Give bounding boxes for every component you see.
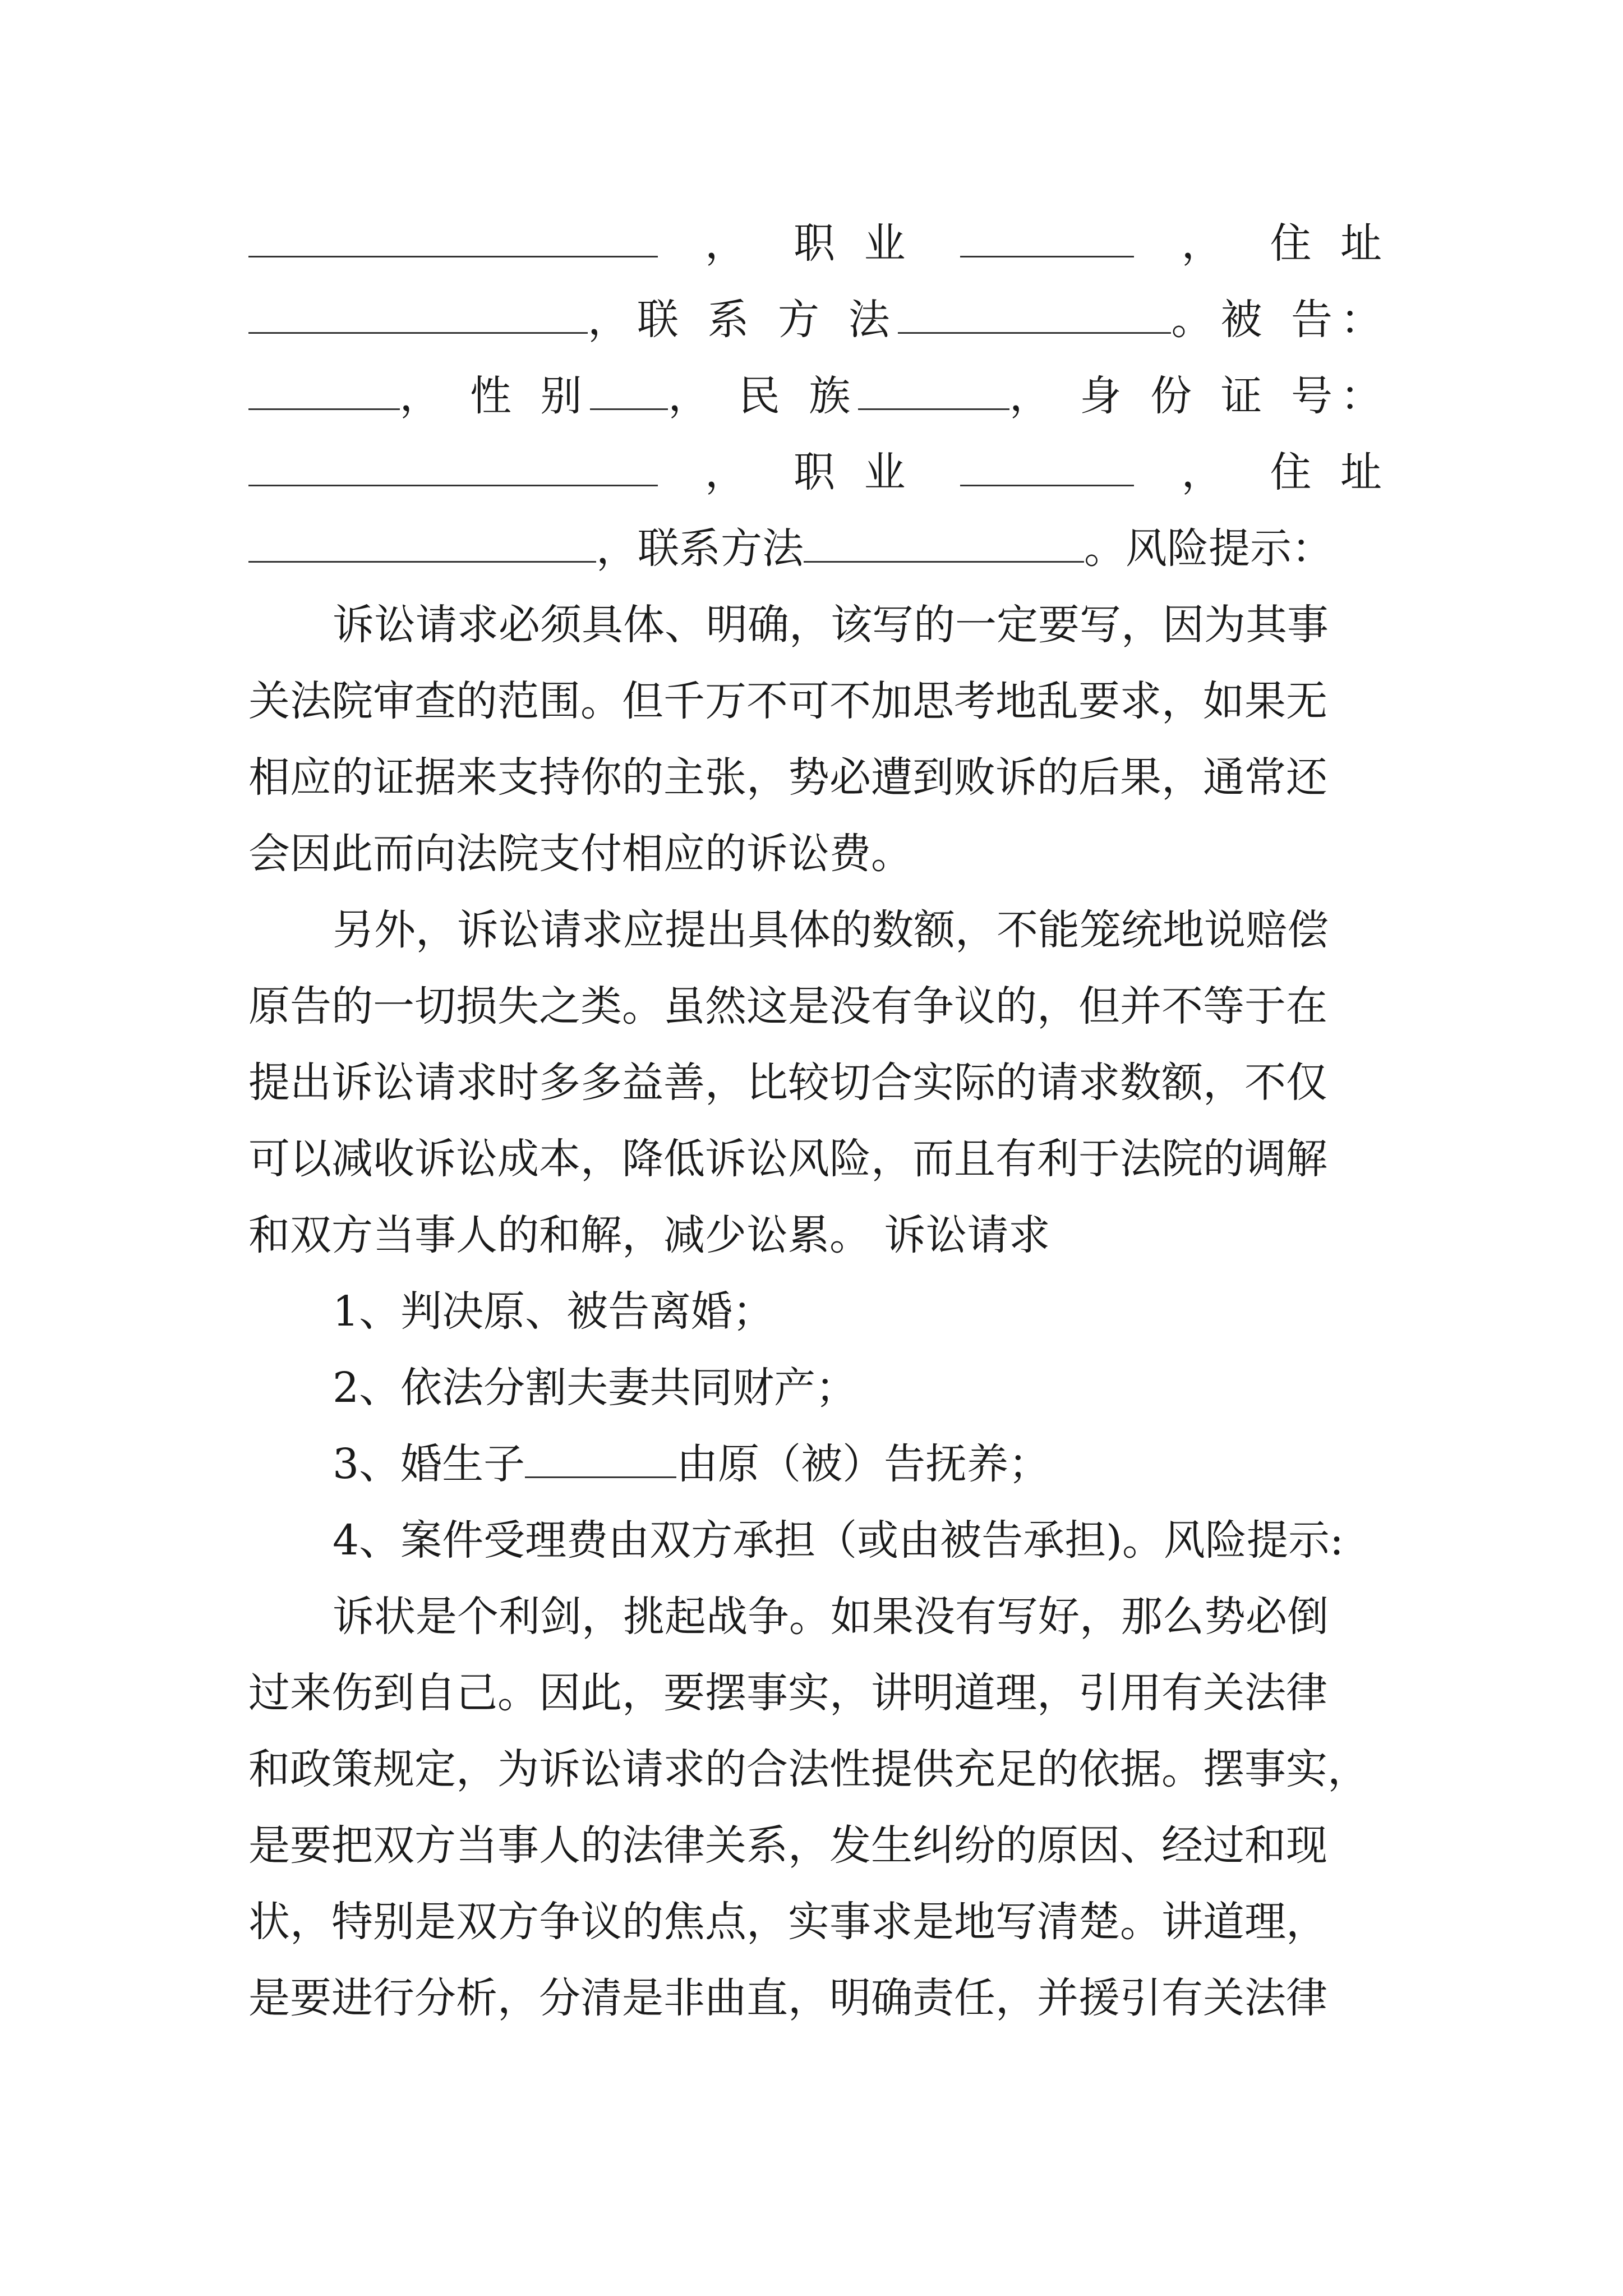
claim-item: 2、依法分割夫妻共同财产；: [333, 1364, 857, 1412]
form-label-contact: ，联系方法: [596, 524, 804, 573]
claim-item: 4、案件受理费由双方承担（或由被告承担)。风险提示:: [333, 1516, 1344, 1565]
form-text: ，: [1181, 448, 1223, 496]
form-label-risk: 。风险提示：: [1084, 524, 1333, 573]
form-label-address: 住 址: [1270, 448, 1390, 496]
blank-field[interactable]: [248, 212, 658, 257]
paragraph-line: 提出诉讼请求时多多益善，比较切合实际的请求数额，不仅: [248, 1059, 1327, 1107]
paragraph-line: 关法院审查的范围。但千万不可不加思考地乱要求，如果无: [248, 677, 1327, 725]
form-line-4: [248, 439, 1390, 506]
blank-field[interactable]: [960, 212, 1134, 257]
blank-field[interactable]: [248, 288, 588, 334]
blank-field[interactable]: [960, 441, 1134, 486]
form-label-contact: ，联 系 方 法: [588, 296, 898, 344]
form-label-job: 职 业: [793, 219, 914, 268]
form-label-gender: ， 性 别: [399, 372, 590, 420]
form-label-job: 职 业: [793, 448, 914, 496]
form-text: ，: [704, 448, 746, 496]
paragraph-line: 诉讼请求必须具体、明确，该写的一定要写，因为其事: [333, 601, 1329, 649]
paragraph-line: 另外，诉讼请求应提出具体的数额，不能笼统地说赔偿: [333, 906, 1329, 954]
document-page: [248, 0, 1390, 2296]
paragraph-line: 可以减收诉讼成本，降低诉讼风险，而且有利于法院的调解: [248, 1135, 1327, 1183]
paragraph-line: 会因此而向法院支付相应的诉讼费。: [248, 830, 912, 878]
paragraph-line: 是要把双方当事人的法律关系，发生纠纷的原因、经过和现: [248, 1821, 1327, 1870]
form-line-2: [248, 286, 1390, 353]
form-line-5: [248, 515, 1390, 582]
paragraph-line: 是要进行分析，分清是非曲直，明确责任，并援引有关法律: [248, 1974, 1327, 2022]
blank-field[interactable]: [248, 365, 400, 410]
blank-field[interactable]: [898, 288, 1172, 334]
form-text: ，: [1181, 219, 1223, 268]
paragraph-line: 和双方当事人的和解，减少讼累。 诉讼请求: [248, 1211, 1050, 1259]
blank-field[interactable]: [858, 365, 1009, 410]
form-line-1: [248, 210, 1390, 277]
form-label-id: ， 身 份 证 号：: [1009, 372, 1390, 420]
paragraph-line: 原告的一切损失之类。虽然这是没有争议的，但并不等于在: [248, 982, 1327, 1030]
form-label-defendant: 。被 告：: [1171, 296, 1390, 344]
form-text: ，: [704, 219, 746, 268]
blank-field[interactable]: [590, 365, 668, 410]
paragraph-line: 过来伤到自己。因此，要摆事实，讲明道理，引用有关法律: [248, 1669, 1327, 1717]
paragraph-line: 和政策规定，为诉讼请求的合法性提供充足的依据。摆事实，: [248, 1745, 1369, 1793]
blank-field[interactable]: [248, 441, 658, 486]
form-label-ethnic: ， 民 族: [668, 372, 859, 420]
claim-item: 1、判决原、被告离婚；: [333, 1287, 774, 1336]
claim-text: 3、婚生子: [333, 1440, 525, 1488]
blank-field[interactable]: [525, 1433, 676, 1478]
blank-field[interactable]: [248, 517, 596, 563]
blank-field[interactable]: [804, 517, 1084, 563]
form-line-3: [248, 362, 1390, 430]
paragraph-line: 状，特别是双方争议的焦点，实事求是地写清楚。讲道理，: [248, 1898, 1327, 1946]
form-label-address: 住 址: [1270, 219, 1390, 268]
paragraph-line: 相应的证据来支持你的主张，势必遭到败诉的后果，通常还: [248, 753, 1327, 802]
claim-item: [333, 1430, 1390, 1498]
paragraph-line: 诉状是个利剑，挑起战争。如果没有写好，那么势必倒: [333, 1593, 1329, 1641]
claim-text: 由原（被）告抚养；: [676, 1440, 1050, 1488]
